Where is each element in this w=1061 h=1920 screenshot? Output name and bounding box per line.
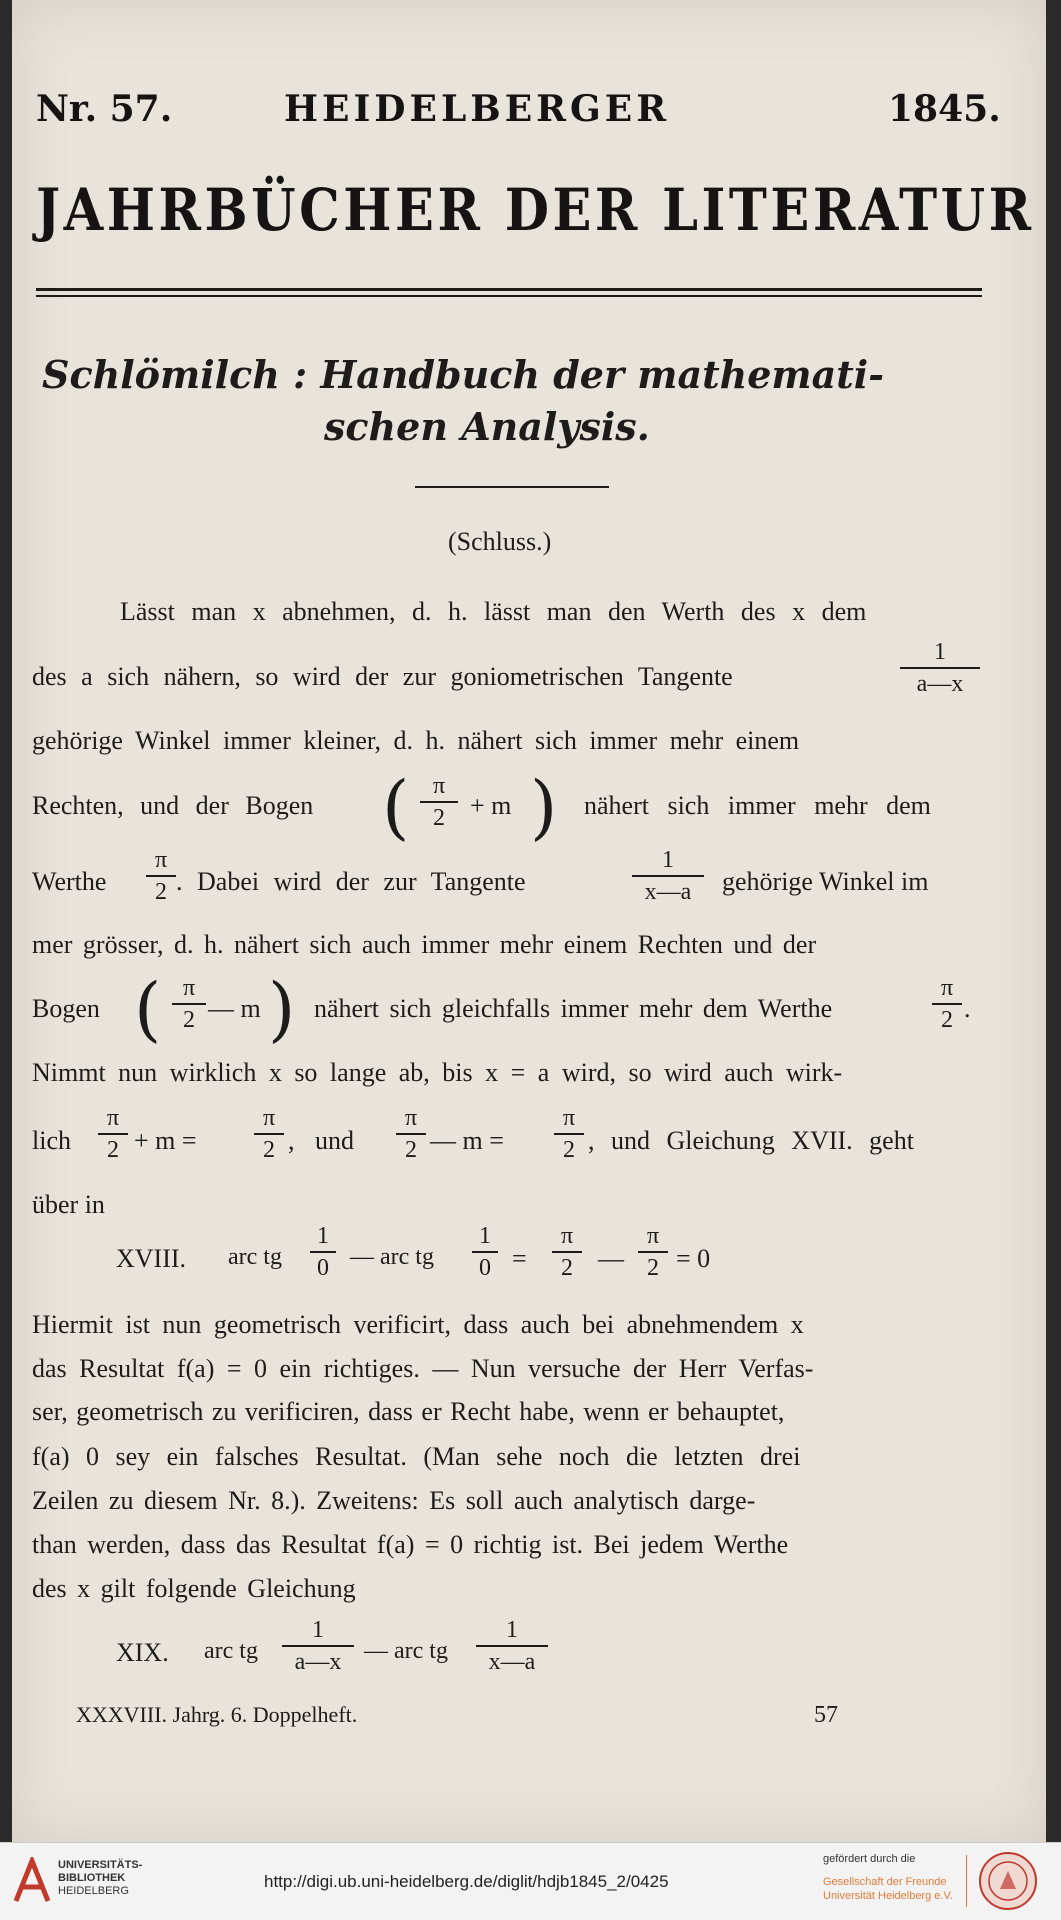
fraction-1-over-x-minus-a: 1 x—a <box>632 846 704 906</box>
issue-number: Nr. 57. <box>36 88 173 130</box>
footer-divider <box>966 1855 967 1907</box>
text-line-4b: nähert sich immer mehr dem <box>584 791 931 820</box>
minus-m: — m <box>208 994 261 1023</box>
journal-name-main: JAHRBÜCHER DER LITERATUR <box>36 176 1035 244</box>
text-line-9a: lich <box>32 1126 71 1155</box>
volume-note: XXXVIII. Jahrg. 6. Doppelheft. <box>76 1702 358 1727</box>
equation-18-minus: — <box>598 1244 624 1273</box>
text-line-2: des a sich nähern, so wird der zur goniometrischen Tangente <box>32 662 733 691</box>
equation-18-arctg: arc tg <box>228 1244 282 1270</box>
text-line-7c: . <box>964 994 971 1023</box>
equation-19-label: XIX. <box>116 1638 169 1667</box>
header-rule <box>36 288 982 297</box>
permalink-url[interactable]: http://digi.ub.uni-heidelberg.de/diglit/hdjb1845_2/0425 <box>264 1872 669 1891</box>
text-line-7b: nähert sich gleichfalls immer mehr dem Werthe <box>314 994 833 1023</box>
fraction-pi-over-2: π 2 <box>420 772 458 832</box>
journal-name-top: HEIDELBERGER <box>284 88 671 130</box>
plus-m: + m <box>470 791 512 820</box>
text-line-13: ser, geometrisch zu verificiren, dass er Recht habe, wenn er behauptet, <box>32 1397 785 1426</box>
equation-19-minus-arctg: — arc tg <box>364 1638 448 1664</box>
fraction-eq18-3: π 2 <box>552 1222 582 1282</box>
text-line-10: über in <box>32 1190 105 1219</box>
society-seal-icon[interactable] <box>978 1851 1038 1911</box>
text-line-12: das Resultat f(a) = 0 ein richtiges. — Nun versuche der Herr Verfas- <box>32 1354 814 1383</box>
text-line-5a: Werthe <box>32 867 107 896</box>
fraction-eq18-2: 1 0 <box>472 1222 498 1282</box>
society-name: Gesellschaft der Freunde Universität Heidelberg e.V. <box>823 1876 953 1902</box>
equation-18-label: XVIII. <box>116 1244 187 1273</box>
text-line-9e: , und Gleichung XVII. geht <box>588 1126 914 1155</box>
page-number: 57 <box>814 1702 838 1728</box>
library-name: UNIVERSITÄTS- BIBLIOTHEK HEIDELBERG <box>58 1859 143 1897</box>
equation-19-arctg: arc tg <box>204 1638 258 1664</box>
fraction-l9-2: π 2 <box>254 1104 284 1164</box>
text-line-17: des x gilt folgende Gleichung <box>32 1574 356 1603</box>
text-line-3: gehörige Winkel immer kleiner, d. h. nähert sich immer mehr einem <box>32 726 800 755</box>
digital-library-footer <box>0 1842 1061 1920</box>
equation-18-result: = 0 <box>676 1244 711 1273</box>
equation-18-equals: = <box>512 1244 527 1273</box>
scanned-page <box>12 0 1046 1842</box>
fraction-eq18-1: 1 0 <box>310 1222 336 1282</box>
article-subtitle: (Schluss.) <box>448 527 552 556</box>
fraction-l9-4: π 2 <box>554 1104 584 1164</box>
fraction-1-over-a-minus-x: 1 a—x <box>900 638 980 698</box>
fraction-pi-over-2-b: π 2 <box>146 846 176 906</box>
fraction-l9-1: π 2 <box>98 1104 128 1164</box>
text-line-9b: + m = <box>134 1126 197 1155</box>
library-logo-icon[interactable] <box>12 1857 52 1905</box>
paren-open-2: ( <box>134 968 162 1050</box>
text-line-5c: gehörige Winkel im <box>722 867 929 896</box>
text-line-14: f(a) 0 sey ein falsches Resultat. (Man sehe noch die letzten drei <box>32 1442 801 1471</box>
fraction-eq19-2: 1 x—a <box>476 1616 548 1676</box>
text-line-9d: — m = <box>430 1126 504 1155</box>
text-line-7a: Bogen <box>32 994 100 1023</box>
paren-close-2: ) <box>268 968 296 1050</box>
title-separator <box>415 486 609 488</box>
text-line-1: Lässt man x abnehmen, d. h. lässt man den Werth des x dem <box>120 597 867 626</box>
fraction-eq18-4: π 2 <box>638 1222 668 1282</box>
fraction-eq19-1: 1 a—x <box>282 1616 354 1676</box>
fraction-l9-3: π 2 <box>396 1104 426 1164</box>
fraction-pi-over-2-d: π 2 <box>932 974 962 1034</box>
equation-18-minus-arctg: — arc tg <box>350 1244 434 1270</box>
text-line-5b: . Dabei wird der zur Tangente <box>176 867 526 896</box>
year: 1845. <box>888 88 1001 130</box>
text-line-4a: Rechten, und der Bogen <box>32 791 314 820</box>
paren-close: ) <box>530 766 558 848</box>
text-line-8: Nimmt nun wirklich x so lange ab, bis x = a wird, so wird auch wirk- <box>32 1058 843 1087</box>
sponsor-label: gefördert durch die <box>823 1853 916 1865</box>
text-line-6: mer grösser, d. h. nähert sich auch immer mehr einem Rechten und der <box>32 930 817 959</box>
paren-open: ( <box>382 766 410 848</box>
text-line-9c: , und <box>288 1126 354 1155</box>
text-line-16: than werden, dass das Resultat f(a) = 0 richtig ist. Bei jedem Werthe <box>32 1530 789 1559</box>
text-line-11: Hiermit ist nun geometrisch verificirt, dass auch bei abnehmendem x <box>32 1310 804 1339</box>
text-line-15: Zeilen zu diesem Nr. 8.). Zweitens: Es soll auch analytisch darge- <box>32 1486 756 1515</box>
article-title-line2: schen Analysis. <box>324 404 650 449</box>
article-title-line1: Schlömilch : Handbuch der mathemati- <box>42 352 885 397</box>
fraction-pi-over-2-c: π 2 <box>172 974 206 1034</box>
